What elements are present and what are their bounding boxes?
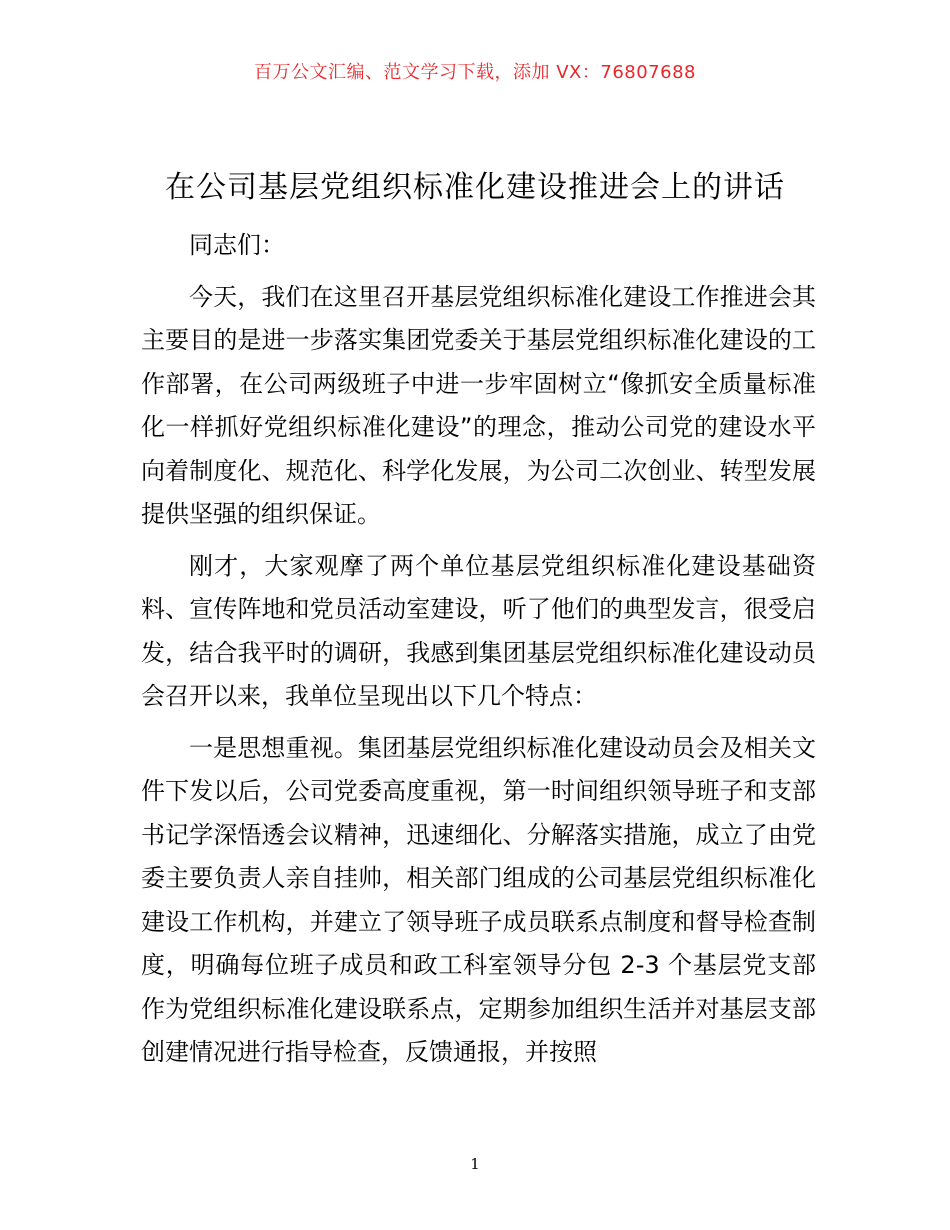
document-body: [141, 224, 816, 1075]
paragraph-3: 一是思想重视。集团基层党组织标准化建设动员会及相关文件下发以后，公司党委高度重视，第一时间组织领导班子和支部书记学深悟透会议精神，迅速细化、分解落实措施，成立了由党委主要负责人亲自挂帅，相关部门组成的公司基层党组织标准化建设工作机构，并建立了领导班子成员联系点制度和督导检查制度，明确每位班子成员和政工科室领导分包 2-3 个基层党支部作为党组织标准化建设联系点，定期参加组织生活并对基层支部创建情况进行指导检查，反馈通报，并按照: [141, 733, 816, 1066]
header-banner: 百万公文汇编、范文学习下载，添加 VX：76807688: [254, 62, 696, 83]
paragraph-1: 今天，我们在这里召开基层党组织标准化建设工作推进会其主要目的是进一步落实集团党委关于基层党组织标准化建设的工作部署，在公司两级班子中进一步牢固树立“像抓安全质量标准化一样抓好党组织标准化建设”的理念，推动公司党的建设水平向着制度化、规范化、科学化发展，为公司二次创业、转型发展提供坚强的组织保证。: [141, 282, 816, 528]
paragraph-2: 刚才，大家观摩了两个单位基层党组织标准化建设基础资料、宣传阵地和党员活动室建设，听了他们的典型发言，很受启发，结合我平时的调研，我感到集团基层党组织标准化建设动员会召开以来，我单位呈现出以下几个特点：: [141, 551, 816, 710]
salutation: 同志们：: [189, 231, 285, 259]
page-number: 1: [470, 1155, 480, 1173]
document-title: 在公司基层党组织标准化建设推进会上的讲话: [165, 170, 785, 205]
